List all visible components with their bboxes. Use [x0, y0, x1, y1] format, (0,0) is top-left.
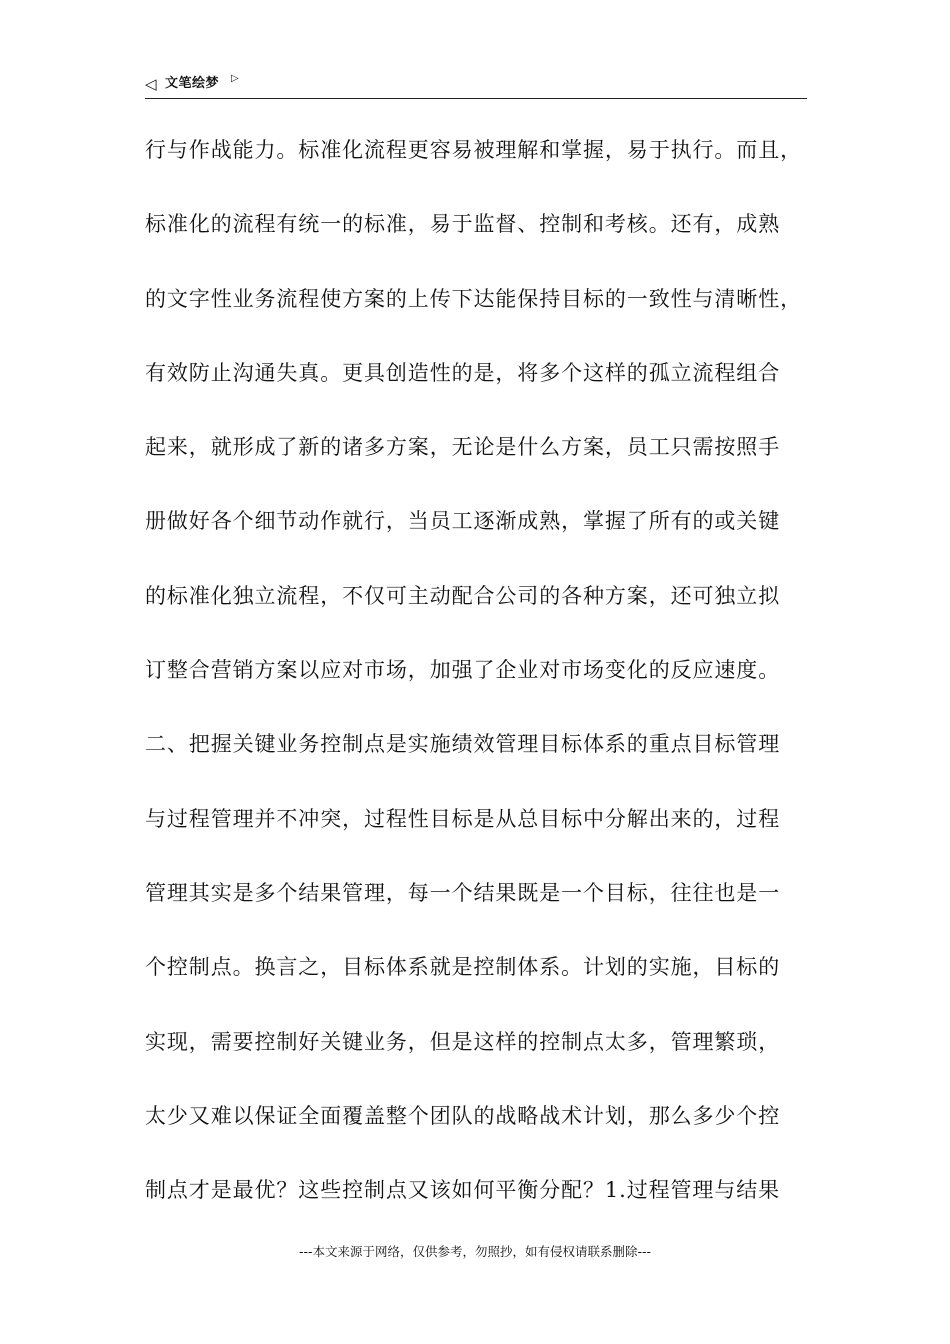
section-heading-line: 二、把握关键业务控制点是实施绩效管理目标体系的重点目标管理 — [145, 732, 781, 757]
text-line: 实现，需要控制好关键业务，但是这样的控制点太多，管理繁琐， — [145, 1029, 781, 1054]
document-body — [145, 132, 815, 1246]
text-line: 行与作战能力。标准化流程更容易被理解和掌握，易于执行。而且， — [145, 138, 802, 162]
header-brand: 文笔绘梦 — [165, 76, 220, 91]
text-line: 标准化的流程有统一的标准，易于监督、控制和考核。还有，成熟 — [145, 212, 781, 237]
text-line: 订整合营销方案以应对市场，加强了企业对市场变化的反应速度。 — [145, 658, 781, 683]
right-triangle-icon: ▷ — [231, 73, 239, 84]
text-line: 有效防止沟通失真。更具创造性的是，将多个这样的孤立流程组合 — [145, 360, 781, 385]
text-line: 与过程管理并不冲突，过程性目标是从总目标中分解出来的，过程 — [145, 806, 781, 831]
text-line: 太少又难以保证全面覆盖整个团队的战略战术计划，那么多少个控 — [145, 1103, 781, 1128]
text-line: 起来，就形成了新的诸多方案，无论是什么方案，员工只需按照手 — [145, 435, 781, 460]
text-line: 个控制点。换言之，目标体系就是控制体系。计划的实施，目标的 — [145, 955, 781, 980]
text-line: 册做好各个细节动作就行，当员工逐渐成熟，掌握了所有的或关键 — [145, 509, 781, 534]
text-line: 的文字性业务流程使方案的上传下达能保持目标的一致性与清晰性， — [145, 286, 802, 311]
text-line: 管理其实是多个结果管理，每一个结果既是一个目标，往往也是一 — [145, 880, 781, 905]
page-footer-disclaimer: ---本文来源于网络，仅供参考，勿照抄，如有侵权请联系删除--- — [298, 1244, 652, 1259]
text-line: 的标准化独立流程，不仅可主动配合公司的各种方案，还可独立拟 — [145, 583, 781, 608]
left-triangle-icon: ◁ — [145, 75, 157, 93]
page-header — [145, 70, 807, 99]
text-line: 制点才是最优？这些控制点又该如何平衡分配？1.过程管理与结果 — [145, 1178, 781, 1203]
